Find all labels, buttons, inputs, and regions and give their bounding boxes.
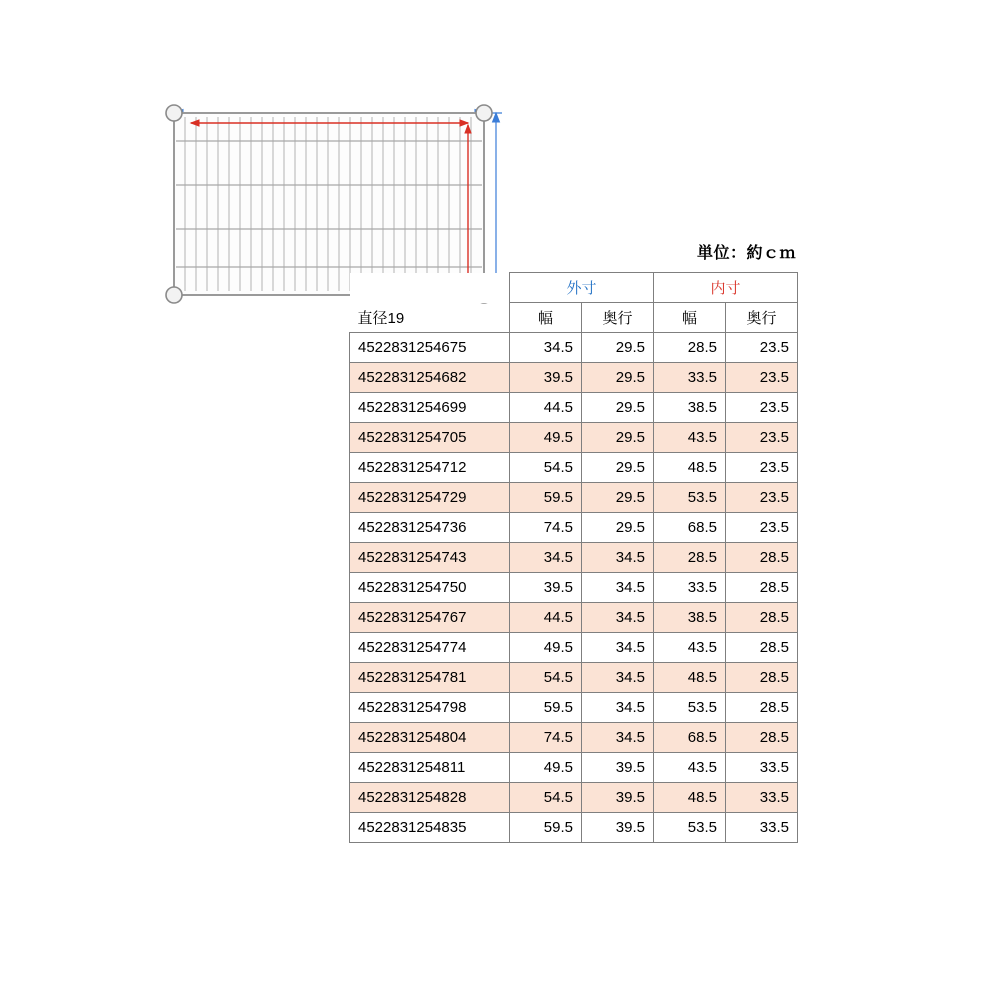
cell-outer-depth: 29.5 — [582, 363, 654, 393]
cell-outer-depth: 39.5 — [582, 783, 654, 813]
group-header-outer: 外寸 — [510, 273, 654, 303]
sub-header-outer-width: 幅 — [510, 303, 582, 333]
table-row — [350, 423, 798, 453]
cell-product-code: 4522831254699 — [350, 393, 510, 423]
cell-outer-width: 59.5 — [510, 813, 582, 843]
cell-outer-width: 44.5 — [510, 393, 582, 423]
cell-inner-depth: 23.5 — [726, 423, 798, 453]
cell-inner-depth: 23.5 — [726, 453, 798, 483]
cell-product-code: 4522831254750 — [350, 573, 510, 603]
table-row — [350, 573, 798, 603]
cell-outer-width: 59.5 — [510, 483, 582, 513]
cell-outer-depth: 29.5 — [582, 483, 654, 513]
table-row — [350, 603, 798, 633]
cell-product-code: 4522831254729 — [350, 483, 510, 513]
cell-inner-width: 43.5 — [654, 633, 726, 663]
cell-outer-width: 59.5 — [510, 693, 582, 723]
cell-outer-depth: 34.5 — [582, 543, 654, 573]
cell-inner-depth: 33.5 — [726, 753, 798, 783]
table-row — [350, 693, 798, 723]
sub-header-inner-width: 幅 — [654, 303, 726, 333]
spec-table-body — [350, 333, 798, 843]
unit-note: 単位：約ｃｍ — [697, 245, 797, 262]
cell-inner-width: 38.5 — [654, 393, 726, 423]
cell-product-code: 4522831254798 — [350, 693, 510, 723]
cell-outer-width: 49.5 — [510, 753, 582, 783]
cell-outer-depth: 29.5 — [582, 423, 654, 453]
cell-product-code: 4522831254811 — [350, 753, 510, 783]
cell-inner-depth: 28.5 — [726, 543, 798, 573]
cell-outer-depth: 29.5 — [582, 513, 654, 543]
cell-outer-width: 74.5 — [510, 513, 582, 543]
cell-inner-width: 68.5 — [654, 513, 726, 543]
header-spacer — [350, 273, 510, 303]
cell-product-code: 4522831254743 — [350, 543, 510, 573]
cell-inner-width: 48.5 — [654, 663, 726, 693]
cell-inner-depth: 28.5 — [726, 663, 798, 693]
cell-inner-width: 43.5 — [654, 423, 726, 453]
table-row — [350, 453, 798, 483]
cell-inner-width: 53.5 — [654, 813, 726, 843]
cell-inner-width: 28.5 — [654, 543, 726, 573]
cell-outer-width: 34.5 — [510, 333, 582, 363]
table-sub-header-row — [350, 303, 798, 333]
cell-inner-depth: 23.5 — [726, 363, 798, 393]
cell-outer-width: 49.5 — [510, 633, 582, 663]
table-row — [350, 483, 798, 513]
cell-outer-depth: 34.5 — [582, 693, 654, 723]
cell-product-code: 4522831254767 — [350, 603, 510, 633]
cell-inner-depth: 33.5 — [726, 813, 798, 843]
cell-outer-width: 74.5 — [510, 723, 582, 753]
table-row — [350, 723, 798, 753]
cell-inner-depth: 28.5 — [726, 723, 798, 753]
cell-inner-width: 33.5 — [654, 363, 726, 393]
cell-outer-depth: 39.5 — [582, 753, 654, 783]
cell-outer-width: 34.5 — [510, 543, 582, 573]
diameter-label: 直径19 — [350, 303, 510, 333]
cell-inner-depth: 28.5 — [726, 633, 798, 663]
table-row — [350, 663, 798, 693]
cell-product-code: 4522831254736 — [350, 513, 510, 543]
cell-outer-width: 44.5 — [510, 603, 582, 633]
cell-product-code: 4522831254774 — [350, 633, 510, 663]
cell-outer-width: 54.5 — [510, 453, 582, 483]
table-row — [350, 543, 798, 573]
cell-outer-depth: 34.5 — [582, 573, 654, 603]
cell-inner-width: 33.5 — [654, 573, 726, 603]
cell-inner-depth: 28.5 — [726, 603, 798, 633]
cell-product-code: 4522831254828 — [350, 783, 510, 813]
table-row — [350, 363, 798, 393]
table-row — [350, 783, 798, 813]
cell-inner-depth: 33.5 — [726, 783, 798, 813]
table-row — [350, 333, 798, 363]
cell-inner-depth: 28.5 — [726, 693, 798, 723]
cell-product-code: 4522831254675 — [350, 333, 510, 363]
cell-inner-width: 53.5 — [654, 483, 726, 513]
cell-inner-depth: 28.5 — [726, 573, 798, 603]
cell-outer-width: 54.5 — [510, 783, 582, 813]
cell-product-code: 4522831254804 — [350, 723, 510, 753]
cell-outer-width: 39.5 — [510, 363, 582, 393]
table-row — [350, 513, 798, 543]
table-row — [350, 393, 798, 423]
spec-table-container — [349, 272, 798, 843]
group-header-inner: 内寸 — [654, 273, 798, 303]
cell-inner-width: 68.5 — [654, 723, 726, 753]
cell-inner-depth: 23.5 — [726, 513, 798, 543]
sub-header-outer-depth: 奥行 — [582, 303, 654, 333]
cell-inner-width: 48.5 — [654, 453, 726, 483]
table-group-header-row — [350, 273, 798, 303]
cell-product-code: 4522831254835 — [350, 813, 510, 843]
table-row — [350, 753, 798, 783]
cell-product-code: 4522831254682 — [350, 363, 510, 393]
cell-inner-depth: 23.5 — [726, 393, 798, 423]
outer-depth-dimension-arrow — [484, 113, 502, 295]
cell-inner-depth: 23.5 — [726, 333, 798, 363]
cell-inner-width: 43.5 — [654, 753, 726, 783]
sub-header-inner-depth: 奥行 — [726, 303, 798, 333]
cell-product-code: 4522831254781 — [350, 663, 510, 693]
cell-outer-depth: 34.5 — [582, 663, 654, 693]
cell-outer-depth: 34.5 — [582, 603, 654, 633]
cell-product-code: 4522831254705 — [350, 423, 510, 453]
cell-inner-depth: 23.5 — [726, 483, 798, 513]
cell-outer-width: 54.5 — [510, 663, 582, 693]
cell-inner-width: 48.5 — [654, 783, 726, 813]
cell-outer-depth: 34.5 — [582, 723, 654, 753]
cell-outer-width: 39.5 — [510, 573, 582, 603]
cell-outer-depth: 29.5 — [582, 393, 654, 423]
cell-outer-depth: 39.5 — [582, 813, 654, 843]
cell-inner-width: 38.5 — [654, 603, 726, 633]
spec-table — [349, 272, 798, 843]
cell-outer-depth: 34.5 — [582, 633, 654, 663]
cell-outer-width: 49.5 — [510, 423, 582, 453]
cell-outer-depth: 29.5 — [582, 333, 654, 363]
cell-inner-width: 28.5 — [654, 333, 726, 363]
table-row — [350, 813, 798, 843]
cell-outer-depth: 29.5 — [582, 453, 654, 483]
cell-product-code: 4522831254712 — [350, 453, 510, 483]
cell-inner-width: 53.5 — [654, 693, 726, 723]
table-row — [350, 633, 798, 663]
